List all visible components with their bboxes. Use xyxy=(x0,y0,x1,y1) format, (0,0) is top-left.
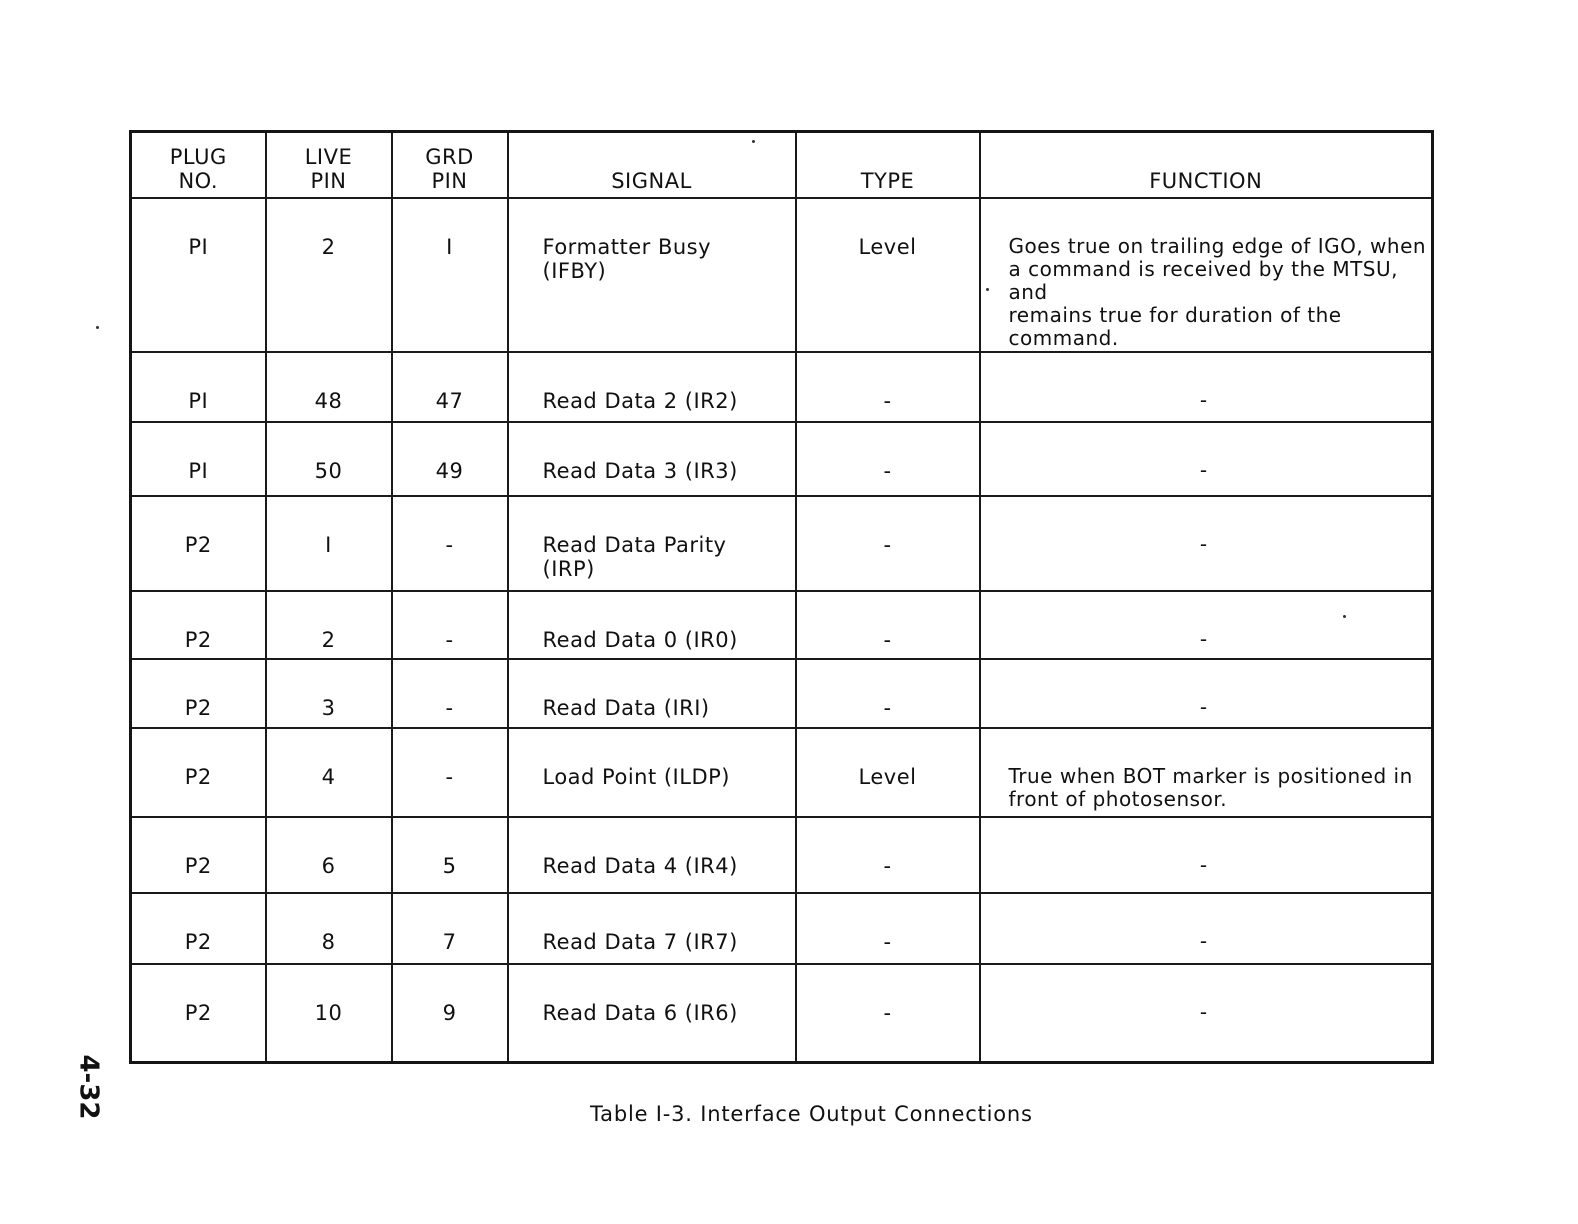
cell-type: - xyxy=(796,352,980,422)
cell-grd-pin: - xyxy=(392,659,508,728)
table-row xyxy=(131,659,1433,728)
cell-signal xyxy=(508,893,796,964)
cell-type: - xyxy=(796,964,980,1062)
scan-speck xyxy=(1343,615,1346,618)
cell-function-line: - xyxy=(1199,532,1208,556)
table-row xyxy=(131,198,1433,352)
header-line: NO. xyxy=(178,169,219,193)
cell-grd-pin: I xyxy=(392,198,508,352)
cell-function xyxy=(980,198,1433,352)
table-row xyxy=(131,893,1433,964)
cell-signal-line: Read Data 3 (IR3) xyxy=(542,459,738,483)
cell-function-line: command. xyxy=(1008,326,1119,350)
cell-signal-line: Read Data (IRI) xyxy=(542,696,710,720)
cell-function-line: - xyxy=(1199,627,1208,651)
header-line: PIN xyxy=(310,169,347,193)
cell-grd-pin: 7 xyxy=(392,893,508,964)
header-line: PIN xyxy=(431,169,468,193)
header-row xyxy=(131,132,1433,199)
cell-live-pin: I xyxy=(266,496,392,591)
scan-speck xyxy=(986,288,989,291)
page-number: 4-32 xyxy=(73,1054,104,1120)
cell-signal xyxy=(508,591,796,659)
scan-speck xyxy=(752,140,755,143)
cell-grd-pin: 9 xyxy=(392,964,508,1062)
cell-function-line: True when BOT marker is positioned in xyxy=(1008,764,1413,788)
header-line: PLUG xyxy=(169,145,227,169)
cell-type: Level xyxy=(796,728,980,817)
header-plug-no xyxy=(131,132,266,199)
cell-function-line: Goes true on trailing edge of IGO, when xyxy=(1008,234,1427,258)
cell-type: - xyxy=(796,659,980,728)
table-row xyxy=(131,422,1433,496)
cell-plug-no: P2 xyxy=(131,893,266,964)
cell-signal xyxy=(508,198,796,352)
cell-grd-pin: 5 xyxy=(392,817,508,893)
cell-grd-pin: 49 xyxy=(392,422,508,496)
cell-signal-line: Read Data 4 (IR4) xyxy=(542,854,738,878)
cell-plug-no: PI xyxy=(131,198,266,352)
cell-function-line: a command is received by the MTSU, and xyxy=(1008,257,1398,304)
cell-signal xyxy=(508,817,796,893)
cell-plug-no: P2 xyxy=(131,817,266,893)
table-row xyxy=(131,352,1433,422)
cell-function-line: front of photosensor. xyxy=(1008,787,1228,811)
cell-signal-line: Read Data Parity xyxy=(542,533,727,557)
table-row xyxy=(131,817,1433,893)
cell-function-line: - xyxy=(1199,388,1208,412)
cell-function xyxy=(980,591,1433,659)
cell-function-line: - xyxy=(1199,458,1208,482)
cell-signal-line: Formatter Busy xyxy=(542,235,712,259)
cell-function-line: - xyxy=(1199,853,1208,877)
cell-live-pin: 50 xyxy=(266,422,392,496)
cell-function-line: - xyxy=(1199,695,1208,719)
cell-signal-line: (IRP) xyxy=(542,557,595,581)
cell-plug-no: PI xyxy=(131,422,266,496)
cell-signal xyxy=(508,964,796,1062)
cell-type: - xyxy=(796,496,980,591)
scan-speck xyxy=(96,326,99,329)
header-live-pin xyxy=(266,132,392,199)
header-line: LIVE xyxy=(304,145,353,169)
cell-live-pin: 4 xyxy=(266,728,392,817)
cell-plug-no: P2 xyxy=(131,591,266,659)
cell-plug-no: P2 xyxy=(131,659,266,728)
cell-function-line: - xyxy=(1199,929,1208,953)
table-row xyxy=(131,728,1433,817)
cell-grd-pin: 47 xyxy=(392,352,508,422)
table-body xyxy=(131,198,1433,1062)
header-type: TYPE xyxy=(796,132,980,199)
cell-function xyxy=(980,352,1433,422)
cell-signal xyxy=(508,352,796,422)
table-row xyxy=(131,964,1433,1062)
cell-live-pin: 2 xyxy=(266,198,392,352)
interface-output-table xyxy=(129,130,1434,1064)
cell-live-pin: 3 xyxy=(266,659,392,728)
cell-plug-no: PI xyxy=(131,352,266,422)
cell-live-pin: 10 xyxy=(266,964,392,1062)
cell-live-pin: 2 xyxy=(266,591,392,659)
cell-signal-line: (IFBY) xyxy=(542,259,607,283)
cell-function-line: - xyxy=(1199,1000,1208,1024)
cell-type: - xyxy=(796,591,980,659)
cell-live-pin: 6 xyxy=(266,817,392,893)
cell-type: - xyxy=(796,422,980,496)
cell-function xyxy=(980,728,1433,817)
cell-signal-line: Read Data 2 (IR2) xyxy=(542,389,738,413)
cell-signal-line: Read Data 7 (IR7) xyxy=(542,930,738,954)
cell-function xyxy=(980,817,1433,893)
cell-signal-line: Read Data 0 (IR0) xyxy=(542,628,738,652)
cell-function-line: remains true for duration of the xyxy=(1008,303,1342,327)
cell-signal xyxy=(508,728,796,817)
cell-signal xyxy=(508,422,796,496)
header-signal: SIGNAL xyxy=(508,132,796,199)
cell-grd-pin: - xyxy=(392,591,508,659)
cell-function xyxy=(980,964,1433,1062)
cell-type: - xyxy=(796,817,980,893)
cell-type: Level xyxy=(796,198,980,352)
table-caption: Table I-3. Interface Output Connections xyxy=(590,1102,1033,1126)
header-function: FUNCTION xyxy=(980,132,1433,199)
cell-signal-line: Read Data 6 (IR6) xyxy=(542,1001,738,1025)
cell-plug-no: P2 xyxy=(131,964,266,1062)
cell-function xyxy=(980,659,1433,728)
cell-function xyxy=(980,893,1433,964)
cell-grd-pin: - xyxy=(392,496,508,591)
cell-plug-no: P2 xyxy=(131,496,266,591)
header-line: GRD xyxy=(425,145,474,169)
table-row xyxy=(131,496,1433,591)
cell-signal xyxy=(508,496,796,591)
cell-plug-no: P2 xyxy=(131,728,266,817)
header-grd-pin xyxy=(392,132,508,199)
cell-function xyxy=(980,496,1433,591)
cell-live-pin: 8 xyxy=(266,893,392,964)
cell-signal xyxy=(508,659,796,728)
cell-type: - xyxy=(796,893,980,964)
cell-grd-pin: - xyxy=(392,728,508,817)
cell-signal-line: Load Point (ILDP) xyxy=(542,765,730,789)
cell-function xyxy=(980,422,1433,496)
table-row xyxy=(131,591,1433,659)
cell-live-pin: 48 xyxy=(266,352,392,422)
